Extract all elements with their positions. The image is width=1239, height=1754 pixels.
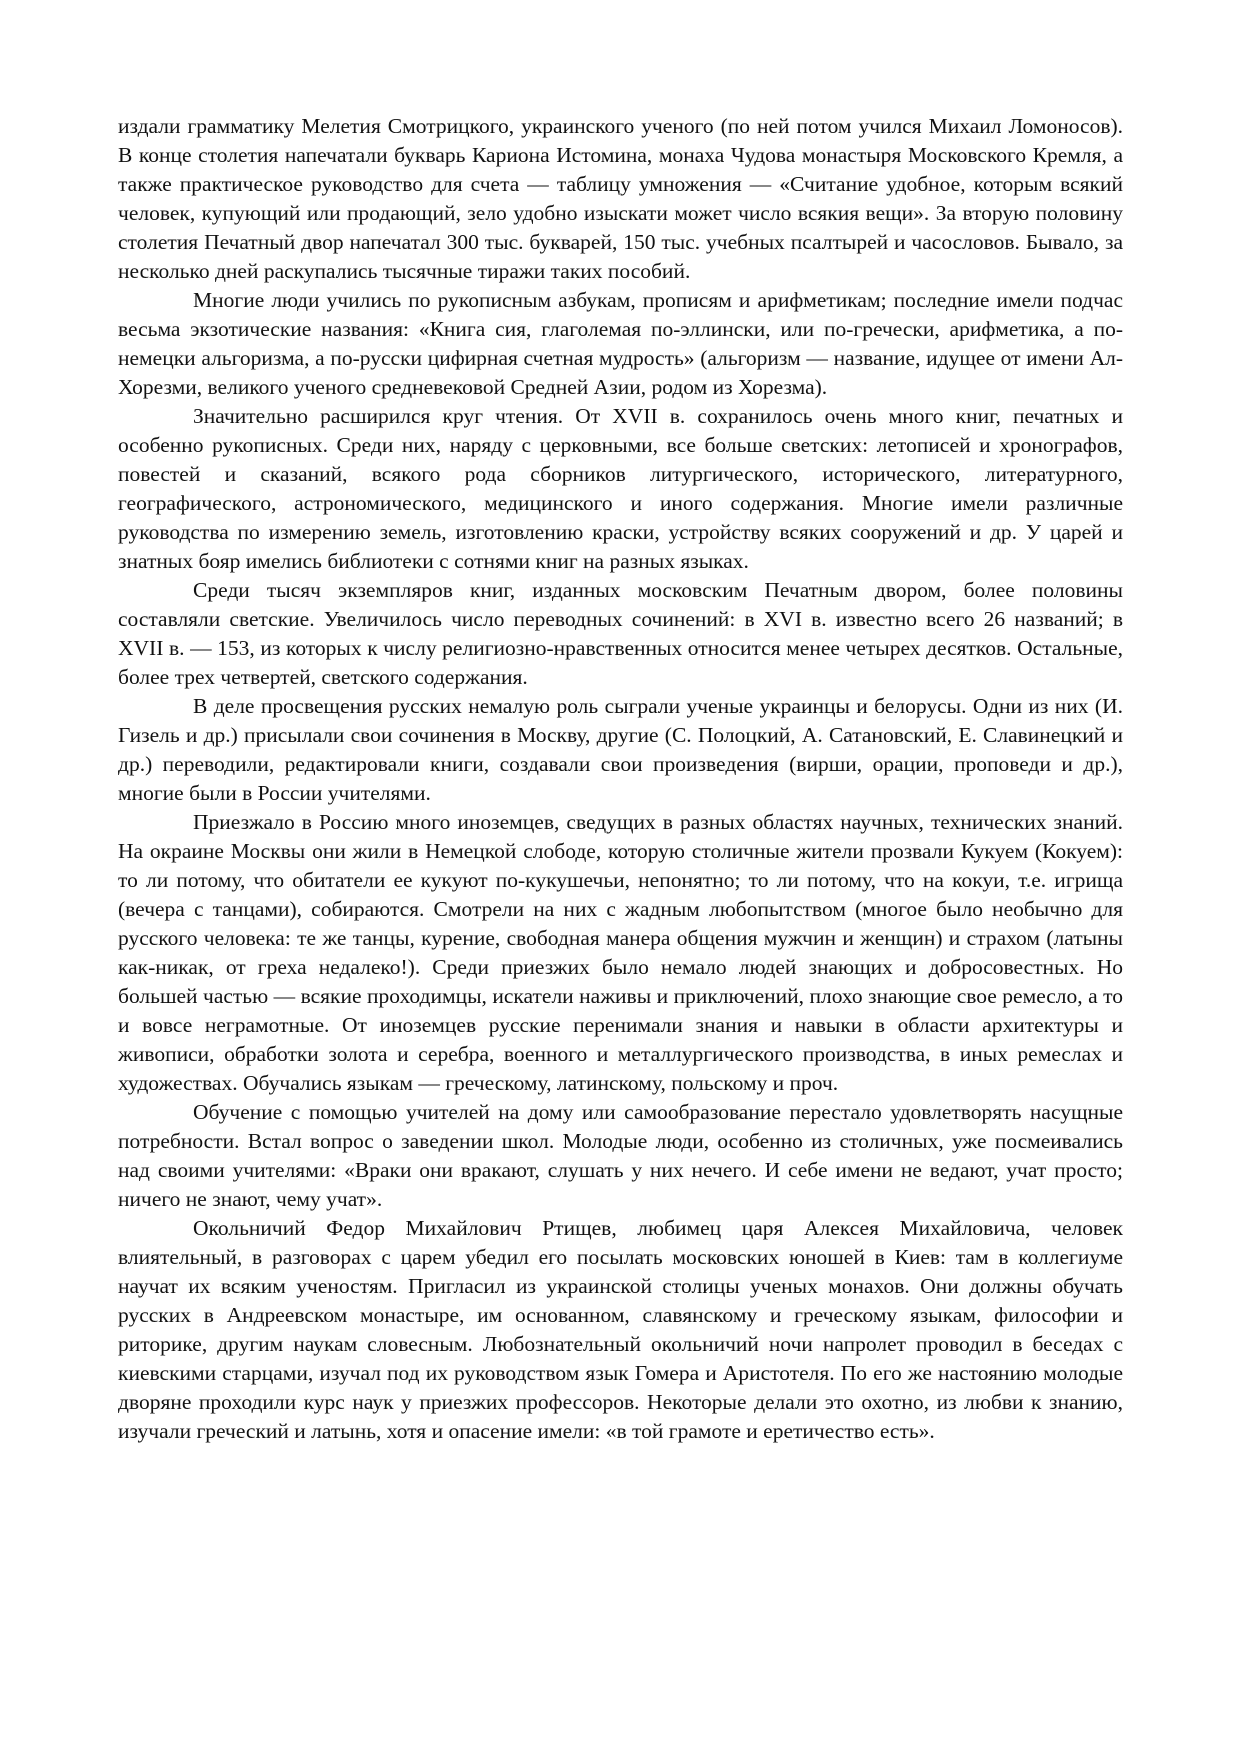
- paragraph: Многие люди учились по рукописным азбукам, прописям и арифметикам; последние имели подчас весьма экзотические названия: «Книга сия, глаголемая по-эллински, или по-гречески, арифметика, а по-немецки альгоризма, а по-русски цифирная счетная мудрость» (альгоризм — название, идущее от имени Ал-Хорезми, великого ученого средневековой Средней Азии, родом из Хорезма).: [118, 288, 1123, 399]
- paragraph: Значительно расширился круг чтения. От XVII в. сохранилось очень много книг, печатных и особенно рукописных. Среди них, наряду с церковными, все больше светских: летописей и хронографов, повестей и сказаний, всякого рода сборников литургического, исторического, литературного, географического, астрономического, медицинского и иного содержания. Многие имели различные руководства по измерению земель, изготовлению краски, устройству всяких сооружений и др. У царей и знатных бояр имелись библиотеки с сотнями книг на разных языках.: [118, 404, 1123, 573]
- paragraph: издали грамматику Мелетия Смотрицкого, украинского ученого (по ней потом учился Михаил Ломоносов). В конце столетия напечатали букварь Кариона Истомина, монаха Чудова монастыря Московского Кремля, а также практическое руководство для счета — таблицу умножения — «Считание удобное, которым всякий человек, купующий или продающий, зело удобно изыскати может число всякия вещи». За вторую половину столетия Печатный двор напечатал 300 тыс. букварей, 150 тыс. учебных псалтырей и часословов. Бывало, за несколько дней раскупались тысячные тиражи таких пособий.: [118, 114, 1123, 283]
- paragraph: Обучение с помощью учителей на дому или самообразование перестало удовлетворять насущные потребности. Встал вопрос о заведении школ. Молодые люди, особенно из столичных, уже посмеивались над своими учителями: «Враки они вракают, слушать у них нечего. И себе имени не ведают, учат просто; ничего не знают, чему учат».: [118, 1100, 1123, 1211]
- paragraph: Окольничий Федор Михайлович Ртищев, любимец царя Алексея Михайловича, человек влиятельный, в разговорах с царем убедил его посылать московских юношей в Киев: там в коллегиуме научат их всяким ученостям. Пригласил из украинской столицы ученых монахов. Они должны обучать русских в Андреевском монастыре, им основанном, славянскому и греческому языкам, философии и риторике, другим наукам словесным. Любознательный окольничий ночи напролет проводил в беседах с киевскими старцами, изучал под их руководством язык Гомера и Аристотеля. По его же настоянию молодые дворяне проходили курс наук у приезжих профессоров. Некоторые делали это охотно, из любви к знанию, изучали греческий и латынь, хотя и опасение имели: «в той грамоте и еретичество есть».: [118, 1216, 1123, 1443]
- paragraph: Приезжало в Россию много иноземцев, сведущих в разных областях научных, технических знаний. На окраине Москвы они жили в Немецкой слободе, которую столичные жители прозвали Кукуем (Кокуем): то ли потому, что обитатели ее кукуют по-кукушечьи, непонятно; то ли потому, что на кокуи, т.е. игрища (вечера с танцами), собираются. Смотрели на них с жадным любопытством (многое было необычно для русского человека: те же танцы, курение, свободная манера общения мужчин и женщин) и страхом (латыны как-никак, от греха недалеко!). Среди приезжих было немало людей знающих и добросовестных. Но большей частью — всякие проходимцы, искатели наживы и приключений, плохо знающие свое ремесло, а то и вовсе неграмотные. От иноземцев русские перенимали знания и навыки в области архитектуры и живописи, обработки золота и серебра, военного и металлургического производства, в иных ремеслах и художествах. Обучались языкам — греческому, латинскому, польскому и проч.: [118, 810, 1123, 1095]
- paragraph: Среди тысяч экземпляров книг, изданных московским Печатным двором, более половины составляли светские. Увеличилось число переводных сочинений: в XVI в. известно всего 26 названий; в XVII в. — 153, из которых к числу религиозно-нравственных относится менее четырех десятков. Остальные, более трех четвертей, светского содержания.: [118, 578, 1123, 689]
- page-text: [118, 112, 1123, 1446]
- paragraph: В деле просвещения русских немалую роль сыграли ученые украинцы и белорусы. Одни из них (И. Гизель и др.) присылали свои сочинения в Москву, другие (С. Полоцкий, А. Сатановский, Е. Славинецкий и др.) переводили, редактировали книги, создавали свои произведения (вирши, орации, проповеди и др.), многие были в России учителями.: [118, 694, 1123, 805]
